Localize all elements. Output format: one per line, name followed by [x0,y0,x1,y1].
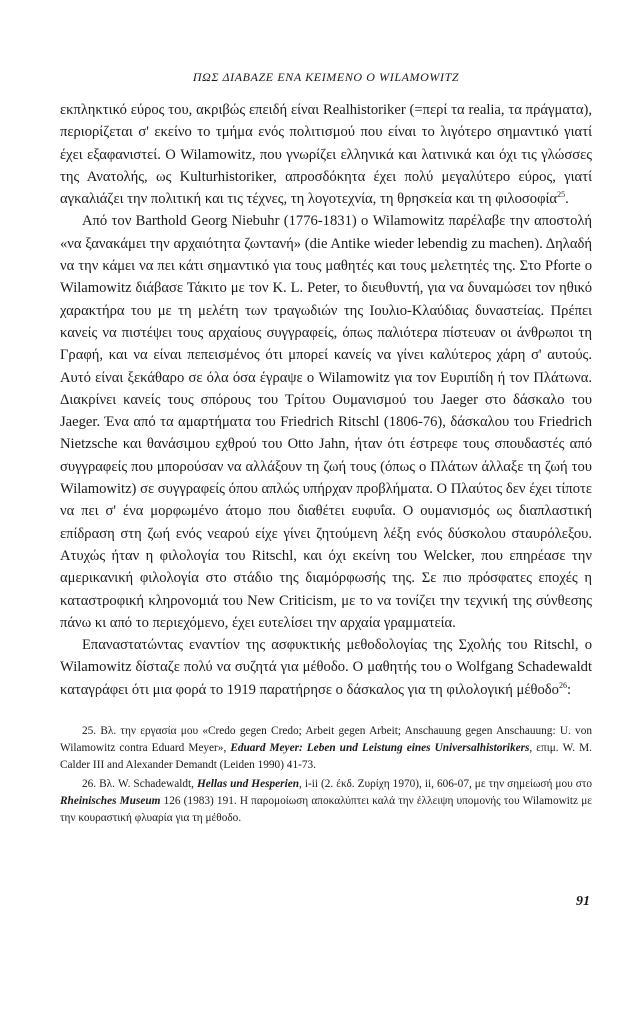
footnote-26 [60,776,592,828]
footnotes [60,723,592,827]
main-text [60,99,592,701]
paragraph-3 [60,634,592,701]
footnote-26-text-end: 126 (1983) 191. Η παρομοίωση αποκαλύπτει καλά την έλλειψη υπομονής του Wilamowitz με την κουραστική φλυαρία για τη μέθοδο. [60,794,593,825]
footnote-25 [60,723,592,775]
paragraph-2: Από τον Barthold Georg Niebuhr (1776-1831) ο Wilamowitz παρέλαβε την αποστολή «να ξανακάμει την αρχαιότητα ζωντανή» (die Antike wieder lebendig zu machen). Δηλαδή να την κάμει να πει κάτι σημαντικό για τους μαθητές και τους μελετητές της. Στο Pforte ο Wilamowitz διάβασε Τάκιτο με τον K. L. Peter, το διευθυντή, για να δυναμώσει τον ηθικό χαρακτήρα του με τη μελέτη των τραγωδιών της Ιουλιο-Κλαύδιας δυναστείας. Πρέπει κανείς να πιστέψει τους αρχαίους συγγραφείς, όπως παλιότερα πίστευαν οι άνθρωποι τη Γραφή, και να είναι πεπεισμένος ότι μπορεί κανείς να γίνει καλύτερος χάρη σ' αυτούς. Αυτό είναι ξεκάθαρο σε όλα όσα έγραψε ο Wilamowitz για τον Ευριπίδη ή τον Πλάτωνα. Διακρίνει κανείς τους σπόρους του Τρίτου Ουμανισμού του Jaeger στο δάσκαλο του Jaeger. Ένα από τα αμαρτήματα του Friedrich Ritschl (1806-76), δάσκαλου του Friedrich Nietzsche και θανάσιμου εχθρού του Otto Jahn, ήταν ότι έστρεφε τους σπουδαστές από συγγραφείς που μπορούσαν να αλλάξουν τη ζωή τους (όπως ο Πλάτων άλλαξε τη ζωή του Wilamowitz) σε συγγραφείς όπου απλώς υπήρχαν προβλήματα. Ο Πλαύτος δεν έχει τίποτε να πει σ' ένα μορφωμένο άτομο που διαθέτει ευφυΐα. Ο ουμανισμός ως διαπλαστική επίδραση στη ζωή ενός νεαρού είχε γίνει ζητούμενη λέξη ενός δύσκολου σταυρόλεξου. Ατυχώς ήταν η φιλολογία του Ritschl, και όχι εκείνη του Welcker, που επηρέασε την αμερικανική φιλολογία στο στάδιο της διαμόρφωσής της. Σε πιο πρόσφατες εποχές η καταστροφική κληρονομιά του New Criticism, με το να τονίζει την τεχνική της σύνθεσης πάνω κι από το περιεχόμενο, έχει ευτελίσει την αρχαία γραμματεία. [60,213,592,631]
footnote-ref-25: 25 [557,190,566,200]
paragraph-1-end: . [565,191,569,208]
footnote-ref-26: 26 [558,680,567,690]
paragraph-1 [60,99,592,210]
paragraph-3-end: : [566,681,572,698]
footnote-25-text: 25. Βλ. την εργασία μου «Credo gegen Credo; Arbeit gegen Arbeit; Anschauung gegen Anschauung: U. von Wilamowitz contra Eduard Meyer», [60,725,592,755]
paragraph-3-text: Επαναστατώντας εναντίον της ασφυκτικής μεθοδολογίας της Σχολής του Ritschl, ο Wilamowitz δίσταζε πολύ να συζητά για μέθοδο. Ο μαθητής του ο Wolfgang Schadewaldt καταγράφει ότι μια φορά το 1919 παρατήρησε ο δάσκαλος για τη φιλολογική μέθοδο [60,637,592,698]
footnote-25-title: Eduard Meyer: Leben und Leistung eines Universalhistorikers [230,742,530,755]
footnote-26-text-mid: , i-ii (2. έκδ. Ζυρίχη 1970), ii, 606-07, με την σημείωσή μου στο [299,777,593,790]
footnote-25-text-end: , επιμ. W. M. Calder III and Alexander Demandt (Leiden 1990) 41-73. [60,742,593,772]
running-head: ΠΩΣ ΔΙΑΒΑΖΕ ΕΝΑ ΚΕΙΜΕΝΟ Ο WILAMOWITZ [192,70,460,84]
footnote-26-journal: Rheinisches Museum [60,794,161,807]
footnote-26-title: Hellas und Hesperien [196,777,300,790]
footnote-26-text: 26. Βλ. W. Schadewaldt, [82,777,197,790]
page-number: 91 [576,894,590,909]
paragraph-1-text: εκπληκτικό εύρος του, ακριβώς επειδή είναι Realhistoriker (=περί τα realia, τα πράγματα), περιορίζεται σ' εκείνο το τμήμα ενός πολιτισμού που είναι το λιγότερο σημαντικό γιατί έχει εξαφανιστεί. Ο Wilamowitz, που γνωρίζει ελληνικά και λατινικά και όχι τις γλώσσες της Ανατολής, ως Kulturhistoriker, απροσδόκητα έχει πολύ μεγαλύτερο εύρος, γιατί αγκαλιάζει την πολιτική και τις τέχνες, τη λογοτεχνία, τη θρησκεία και τη φιλοσοφία [60,102,592,208]
